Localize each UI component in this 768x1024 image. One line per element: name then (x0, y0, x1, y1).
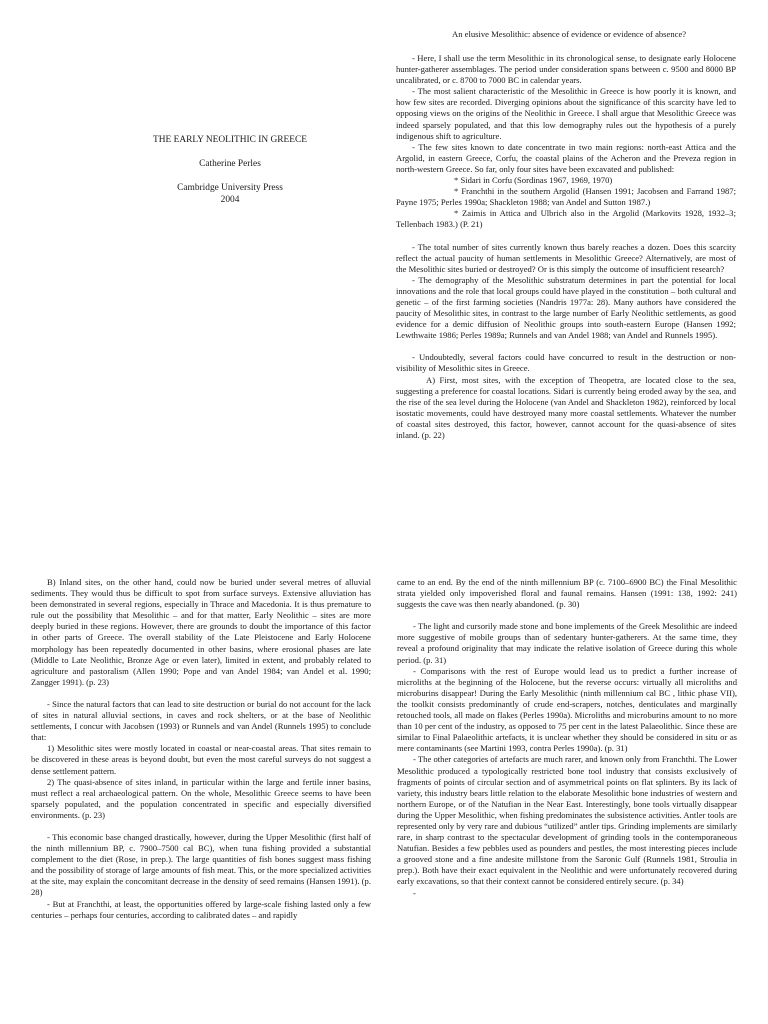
excerpt-column-top-right (396, 53, 736, 441)
excerpt-paragraph: - The light and cursorily made stone and bone implements of the Greek Mesolithic are indeed more suggestive of mobile groups than of sedentary hunter-gatherers. At the same time, they reveal a profound originality that may indicate the relative isolation of Greece during this whole period. (p. 31) (397, 621, 737, 665)
excerpt-paragraph: - The demography of the Mesolithic substratum determines in part the potential for local innovations and the role that local groups could have played in the constitution – both cultural and genetic – of the first farming societies (Nandris 1977a: 28). Many authors have considered the paucity of Mesolithic sites, in contrast to the large number of Early Neolithic settlements, as good evidence for a demic diffusion of Neolithic groups into south-eastern Europe (Hansen 1992; Lewthwaite 1986; Perles 1989a; Runnels and van Andel 1988; van Andel and Runnels 1995). (396, 274, 736, 341)
excerpt-paragraph: - The most salient characteristic of the Mesolithic in Greece is how poorly it is known, and how few sites are recorded. Diverging opinions about the significance of this scarcity have led to opposing views on the origins of the Neolithic in Greece. I shall argue that Mesolithic Greece was indeed sparsely populated, and that this low demography rules out the hypothesis of a purely indigenous shift to agriculture. (396, 86, 736, 141)
paragraph-spacer (31, 688, 371, 699)
excerpt-paragraph: * Sidari in Corfu (Sordinas 1967, 1969, 1970) (454, 175, 613, 186)
excerpt-paragraph: - Comparisons with the rest of Europe would lead us to predict a further increase of microliths at the beginning of the Holocene, but the reverse occurs: virtually all microliths and microburins disappear! During the Early Mesolithic (ninth millennium cal BC , lithic phase VII), the toolkit consists predominantly of crude end-scrapers, notches, denticulates and marginally retouched tools, all made on flakes (Perles 1990a). Microliths and microburins amount to no more than 10 per cent of the industry, as opposed to 75 per cent in the latest Palaeolithic. Since these are similar to Final Palaeolithic artefacts, it is unclear whether they should be considered in situ or as mere contaminants (see Martini 1993, contra Perles 1990a). (p. 31) (397, 665, 737, 754)
paragraph-spacer (397, 610, 737, 621)
excerpt-paragraph: - Here, I shall use the term Mesolithic in its chronological sense, to designate early Holocene hunter-gatherer assemblages. The period under consideration spans between c. 9500 and 8000 BP uncalibrated, or c. 8700 to 7000 BC in calendar years. (396, 53, 736, 86)
excerpt-paragraph: - The other categories of artefacts are much rarer, and known only from Franchthi. The Lower Mesolithic produced a typologically restricted bone tool industry that consists exclusively of fragments of points of circular section and of asymmetrical points on flat splinters. By its lack of variety, this industry bears little relation to the elaborate Mesolithic bone industries of western and northern Europe, or of the Natufian in the Near East. Interestingly, bone tools virtually disappear during the Upper Mesolithic, when fishing predominates the subsistence activities. Antler tools are represented only by very rare and dubious “utilized” antler tips. Grinding implements are similarly rare, in sharp contrast to the spectacular development of grinding tools in the contemporaneous Natufian. Besides a few pebbles used as pounders and pestles, the most interesting pieces include a grooved stone and a fine andesite millstone from the Saronic Gulf (Runnels 1981, Stroulia in prep.). Both have their exact equivalent in the Neolithic and were unfortunately recovered during early excavations, so that their context cannot be considered entirely secure. (p. 34) (397, 754, 737, 887)
book-title: THE EARLY NEOLITHIC IN GREECE (153, 135, 307, 145)
excerpt-paragraph: came to an end. By the end of the ninth millennium BP (c. 7100–6900 BC) the Final Mesolithic strata yielded only impoverished floral and faunal remains. Hansen (1991: 138, 1992: 241) suggests the cave was then nearly abandoned. (p. 30) (397, 577, 737, 610)
excerpt-paragraph: * Zaimis in Attica and Ulbrich also in the Argolid (Markovits 1928, 1932–3; Tellenbach 1983.) (P. 21) (396, 208, 736, 230)
paragraph-spacer (396, 231, 736, 242)
excerpt-paragraph: - But at Franchthi, at least, the opportunities offered by large-scale fishing lasted only a few centuries – perhaps four centuries, according to calibrated dates – and rapidly (31, 898, 371, 920)
author-name: Catherine Perles (199, 159, 261, 169)
title-block (80, 134, 380, 206)
excerpt-paragraph: 2) The quasi-absence of sites inland, in particular within the large and fertile inner basins, must reflect a real archaeological pattern. On the whole, Mesolithic Greece seems to have been sparsely populated, and the population concentrated in specific and especially diversified environments. (p. 23) (31, 776, 371, 820)
excerpt-column-bottom-left (31, 577, 371, 921)
paragraph-spacer (31, 821, 371, 832)
excerpt-column-bottom-right (397, 577, 737, 899)
excerpt-paragraph: B) Inland sites, on the other hand, could now be buried under several metres of alluvial sediments. They would thus be difficult to spot from surface surveys. Extensive alluviation has been demonstrated in several regions, especially in Thrace and Macedonia. It is thus premature to rule out the possibility that Mesolithic – and for that matter, Early Neolithic – sites are more deeply buried in these regions. However, there are grounds to doubt the importance of this factor in other parts of Greece. The overall stability of the Late Pleistocene and Early Holocene morphology has been repeatedly documented in other basins, where erosional phases are late (Middle to Late Neolithic, Bronze Age or even later), limited in extent, and probably related to agriculture and pastoralism (Allen 1990; Pope and van Andel 1984; van Andel et al. 1990; Zangger 1991). (p. 23) (31, 577, 371, 687)
running-header: An elusive Mesolithic: absence of evidence or evidence of absence? (452, 29, 687, 39)
excerpt-paragraph: 1) Mesolithic sites were mostly located in coastal or near-coastal areas. That sites remain to be discovered in these areas is beyond doubt, but even the most careful surveys do not suggest a dense settlement pattern. (31, 743, 371, 776)
excerpt-paragraph: A) First, most sites, with the exception of Theopetra, are located close to the sea, suggesting a preference for coastal locations. Sidari is currently being eroded away by the sea, and the rise of the sea level during the Holocene (van Andel and Shackleton 1982), reinforced by local isostatic movements, could have destroyed many more coastal settlements. Whatever the number of coastal sites destroyed, this factor, however, cannot account for the quasi-absence of sites inland. (p. 22) (396, 374, 736, 440)
paragraph-spacer (396, 341, 736, 352)
excerpt-paragraph: - Since the natural factors that can lead to site destruction or burial do not account for the lack of sites in natural alluvial sections, in caves and rock shelters, or at the base of Neolithic settlements, I concur with Jacobsen (1993) or Runnels and van Andel (Runnels 1995) to conclude that: (31, 698, 371, 743)
excerpt-paragraph: - The few sites known to date concentrate in two main regions: north-east Attica and the Argolid, in eastern Greece, Corfu, the coastal plains of the Acheron and the Preveza region in north-western Greece. So far, only four sites have been excavated and published: (396, 141, 736, 174)
excerpt-paragraph: - This economic base changed drastically, however, during the Upper Mesolithic (first half of the ninth millennium BP, c. 7900–7500 cal BC), when tuna fishing provided a substantial complement to the diet (Rose, in prep.). The large quantities of fish bones suggest mass fishing and the possibility of storage of large amounts of fish meat. This, or the more specialized activities at the site, may explain the concomitant decrease in the density of seed remains (Hansen 1991). (p. 28) (31, 831, 371, 898)
excerpt-paragraph: * Franchthi in the southern Argolid (Hansen 1991; Jacobsen and Farrand 1987; Payne 1975; Perles 1990a; Shackleton 1988; van Andel and Sutton 1987.) (396, 186, 736, 208)
publisher-name: Cambridge University Press (177, 183, 283, 193)
excerpt-paragraph: - The total number of sites currently known thus barely reaches a dozen. Does this scarcity reflect the actual paucity of human settlements in Mesolithic Greece? Alternatively, are most of the Mesolithic sites buried or destroyed? Or is this simply the outcome of insufficient research? (396, 241, 736, 274)
excerpt-paragraph: - Undoubtedly, several factors could have concurred to result in the destruction or non-visibility of Mesolithic sites in Greece. (396, 352, 736, 374)
excerpt-paragraph: - (413, 887, 416, 898)
publication-year: 2004 (220, 195, 240, 205)
